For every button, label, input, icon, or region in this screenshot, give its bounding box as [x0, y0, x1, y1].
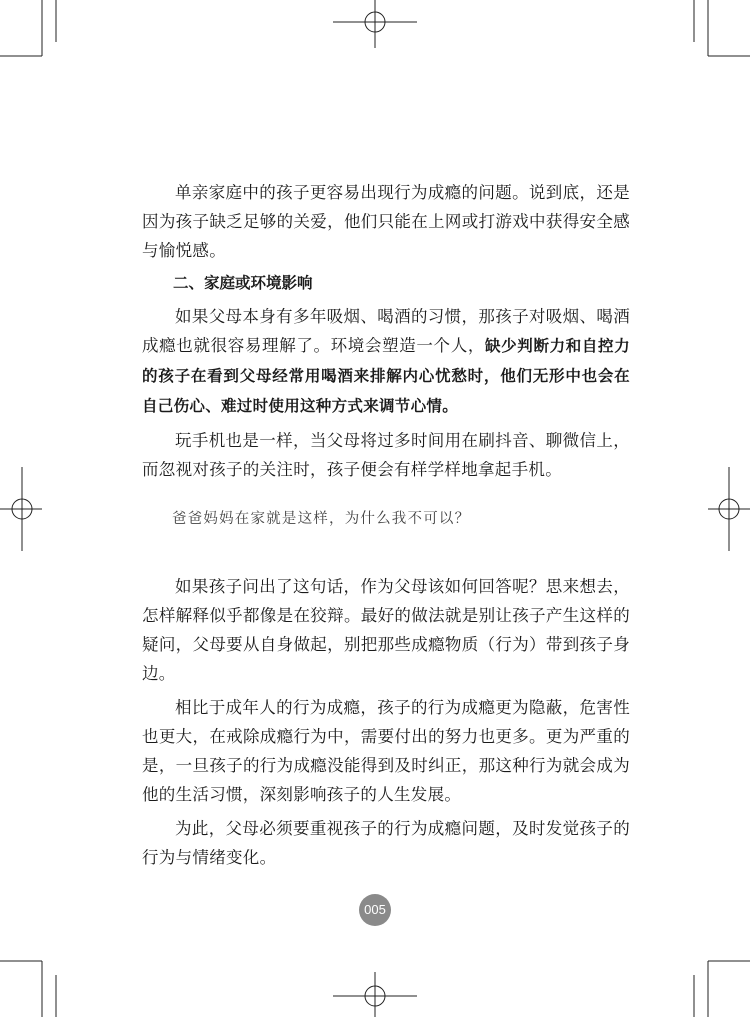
article-body [142, 178, 630, 877]
paragraph-conclusion: 为此，父母必须要重视孩子的行为成瘾问题，及时发觉孩子的行为与情绪变化。 [142, 819, 630, 867]
page-number-badge: 005 [359, 894, 391, 926]
child-quote: 爸爸妈妈在家就是这样，为什么我不可以？ [172, 511, 471, 527]
section-heading: 二、家庭或环境影响 [173, 274, 313, 292]
paragraph-compare: 相比于成年人的行为成瘾，孩子的行为成瘾更为隐蔽，危害性也更大，在戒除成瘾行为中，需要付出的努力也更多。更为严重的是，一旦孩子的行为成瘾没能得到及时纠正，那这种行为就会成为他的生活习惯，深刻影响孩子的人生发展。 [142, 698, 630, 804]
paragraph-single-parent: 单亲家庭中的孩子更容易出现行为成瘾的问题。说到底，还是因为孩子缺乏足够的关爱，他们只能在上网或打游戏中获得安全感与愉悦感。 [142, 183, 630, 260]
paragraph-environment-text: 如果父母本身有多年吸烟、喝酒的习惯，那孩子对吸烟、喝酒成瘾也就很容易理解了。环境会塑造一个人， [142, 307, 630, 355]
paragraph-phone: 玩手机也是一样，当父母将过多时间用在刷抖音、聊微信上，而忽视对孩子的关注时，孩子便会有样学样地拿起手机。 [142, 431, 630, 479]
paragraph-answer: 如果孩子问出了这句话，作为父母该如何回答呢？思来想去，怎样解释似乎都像是在狡辩。最好的做法就是别让孩子产生这样的疑问，父母要从自身做起，别把那些成瘾物质（行为）带到孩子身边。 [142, 577, 630, 683]
paragraph-environment-bold: 缺少判断力和自控力的孩子在看到父母经常用喝酒来排解内心忧愁时，他们无形中也会在自己伤心、难过时使用这种方式来调节心情。 [142, 337, 630, 415]
paragraph-environment [142, 302, 630, 421]
